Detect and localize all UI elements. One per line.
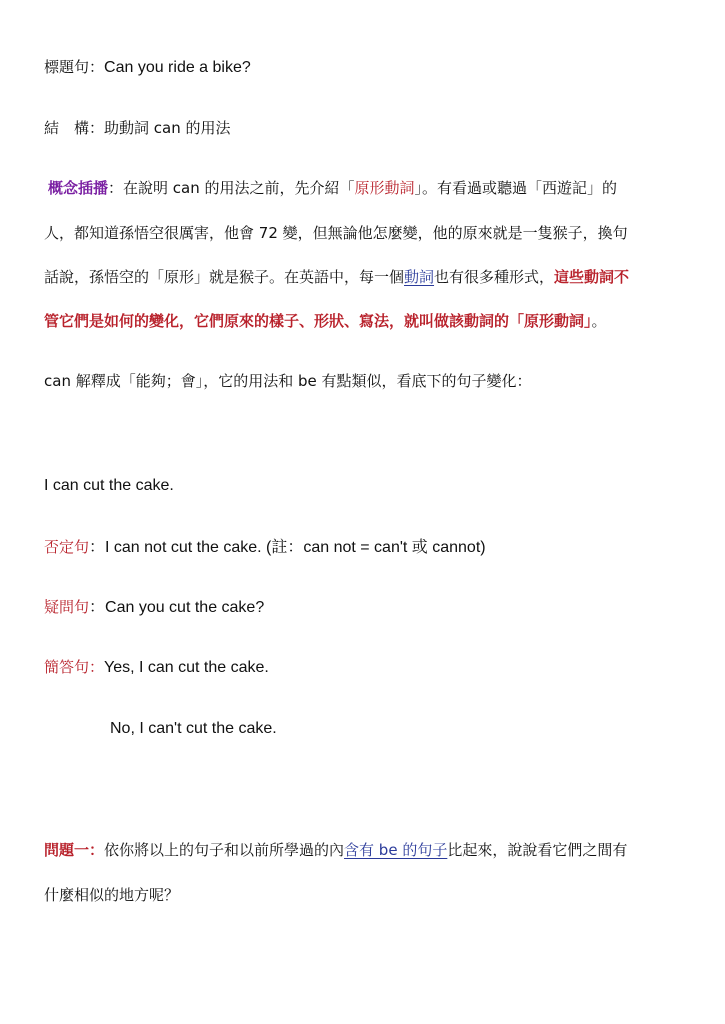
concept-l4-red: 管它們是如何的變化，它們原來的樣子、形狀、寫法，就叫做該動詞的「原形動詞」 bbox=[44, 312, 592, 330]
negative-line bbox=[44, 536, 486, 559]
concept-l1-a: 在說明 can 的用法之前，先介紹「 bbox=[123, 179, 355, 197]
can-intro: can 解釋成「能夠；會」，它的用法和 be 有點類似，看底下的句子變化： bbox=[44, 372, 532, 390]
concept-l1-b: 」。有看過或聽過「西遊記」的 bbox=[414, 179, 618, 197]
concept-l2: 人，都知道孫悟空很厲害，他會 72 變，但無論他怎麼變，他的原來就是一隻猴子，換句 bbox=[44, 224, 628, 242]
question-sentence: ：Can you cut the cake? bbox=[89, 599, 265, 616]
negative-label: 否定句 bbox=[44, 538, 90, 556]
concept-l3-red: 這些動詞不 bbox=[554, 268, 630, 286]
question1-label: 問題一： bbox=[44, 841, 105, 859]
question1-l1-a: 依你將以上的句子和以前所學過的內 bbox=[104, 841, 345, 859]
be-sentence-link[interactable]: 含有 be 的句子 bbox=[344, 841, 448, 859]
concept-l3-a: 話說，孫悟空的「原形」就是猴子。在英語中，每一個 bbox=[44, 268, 405, 286]
affirmative-line bbox=[44, 475, 174, 497]
short-answer-line bbox=[44, 656, 269, 679]
short-answer-no: No, I can't cut the cake. bbox=[110, 720, 277, 737]
short-answer-yes: Yes, I can cut the cake. bbox=[104, 659, 269, 676]
short-answer-label: 簡答句： bbox=[44, 658, 105, 676]
structure-label: 結 構： bbox=[44, 119, 105, 137]
structure-text: 助動詞 can 的用法 bbox=[104, 119, 231, 137]
title-label: 標題句： bbox=[44, 58, 105, 76]
title-sentence: Can you ride a bike? bbox=[104, 59, 251, 76]
can-intro-line bbox=[44, 370, 532, 392]
question-line bbox=[44, 596, 264, 619]
concept-line-2 bbox=[44, 222, 628, 244]
verb-link[interactable]: 動詞 bbox=[404, 268, 435, 286]
negative-sentence: ：I can not cut the cake. (註：can not = can't 或 cannot) bbox=[89, 539, 486, 556]
affirmative-sentence: I can cut the cake. bbox=[44, 477, 174, 494]
concept-line-3 bbox=[44, 266, 629, 288]
question-label: 疑問句 bbox=[44, 598, 90, 616]
concept-line-1 bbox=[48, 177, 617, 199]
concept-colon: ： bbox=[108, 179, 124, 197]
structure-line bbox=[44, 117, 231, 139]
concept-label: 概念插播 bbox=[48, 179, 109, 197]
concept-l3-b: 也有很多種形式， bbox=[434, 268, 555, 286]
question1-l1-b: 比起來，說說看它們之間有 bbox=[447, 841, 628, 859]
title-line bbox=[44, 56, 251, 79]
concept-line-4 bbox=[44, 310, 607, 332]
short-answer-no-line bbox=[110, 718, 277, 740]
question1-l2: 什麼相似的地方呢？ bbox=[44, 886, 180, 904]
concept-l4-end: 。 bbox=[591, 312, 607, 330]
question1-line-2 bbox=[44, 884, 179, 906]
question1-line-1 bbox=[44, 839, 627, 861]
concept-l1-red: 原形動詞 bbox=[354, 179, 415, 197]
